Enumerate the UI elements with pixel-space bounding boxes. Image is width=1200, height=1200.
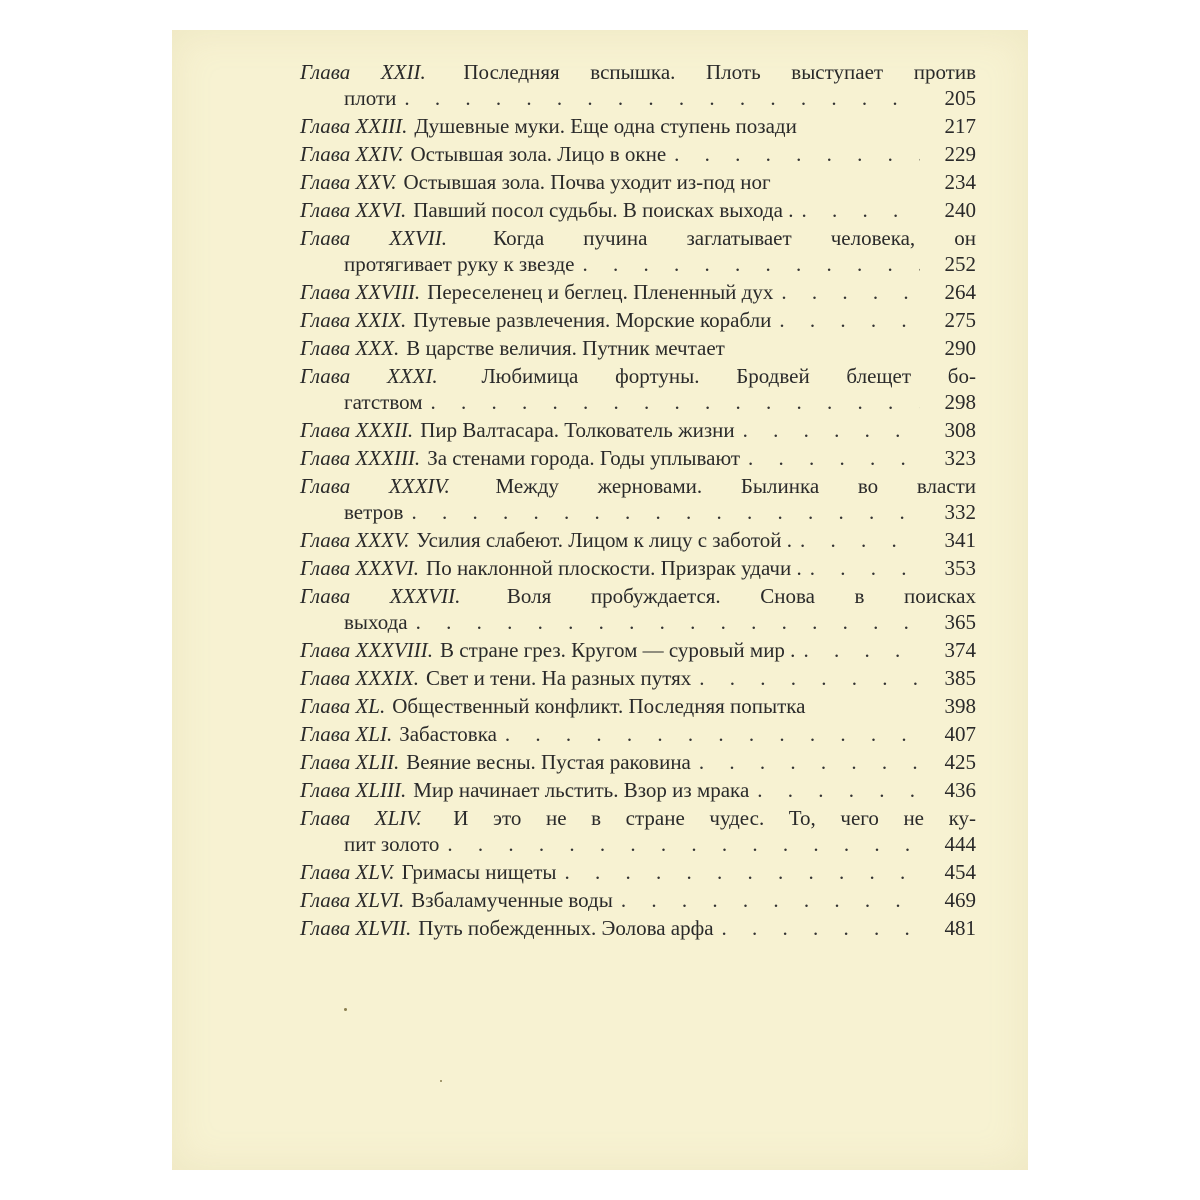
chapter-title-continued: пит золото bbox=[344, 832, 440, 856]
chapter-title: Путь побежденных. Эолова арфа bbox=[418, 916, 714, 940]
toc-entry-line bbox=[300, 776, 976, 804]
dot-leader bbox=[748, 444, 920, 472]
chapter-label: Глава XXVI. bbox=[300, 198, 407, 222]
page-number: 425 bbox=[944, 750, 976, 774]
toc-entry bbox=[300, 748, 976, 776]
chapter-title: Взбаламученные воды bbox=[411, 888, 613, 912]
dot-leader bbox=[779, 306, 920, 334]
chapter-title: Остывшая зола. Почва уходит из-под ног bbox=[403, 170, 771, 194]
page-number: 454 bbox=[944, 860, 976, 884]
toc-entry bbox=[300, 526, 976, 554]
chapter-label: Глава XXVII. bbox=[300, 226, 448, 250]
toc-entry-line bbox=[300, 886, 976, 914]
chapter-label: Глава XXXV. bbox=[300, 528, 410, 552]
page-number: 252 bbox=[944, 252, 976, 276]
chapter-label: Глава XXII. bbox=[300, 60, 426, 84]
toc-entry bbox=[300, 168, 976, 196]
chapter-label: Глава XXXVI. bbox=[300, 556, 420, 580]
page-number: 298 bbox=[944, 390, 976, 414]
chapter-title: Остывшая зола. Лицо в окне bbox=[410, 142, 667, 166]
chapter-title: Павший посол судьбы. В поисках выхода . bbox=[413, 198, 794, 222]
toc-entry-first-line bbox=[300, 804, 976, 830]
toc-entry-line bbox=[300, 720, 976, 748]
chapter-label: Глава XL. bbox=[300, 694, 386, 718]
dot-leader bbox=[803, 636, 920, 664]
chapter-title-continued: выхода bbox=[344, 610, 408, 634]
page-number: 341 bbox=[944, 528, 976, 552]
chapter-title: За стенами города. Годы уплывают bbox=[427, 446, 741, 470]
chapter-title: Свет и тени. На разных путях bbox=[426, 666, 692, 690]
page-number: 469 bbox=[944, 888, 976, 912]
dot-leader bbox=[505, 720, 920, 748]
page-number: 264 bbox=[944, 280, 976, 304]
book-page bbox=[172, 30, 1028, 1170]
chapter-title: Душевные муки. Еще одна ступень позади bbox=[414, 114, 797, 138]
chapter-title: Усилия слабеют. Лицом к лицу с заботой . bbox=[416, 528, 792, 552]
chapter-label: Глава XLVII. bbox=[300, 916, 412, 940]
chapter-title: Мир начинает льстить. Взор из мрака bbox=[413, 778, 750, 802]
chapter-title-continued: плоти bbox=[344, 86, 397, 110]
toc-entry-line bbox=[300, 334, 976, 362]
dot-leader bbox=[404, 84, 920, 112]
dot-leader bbox=[743, 416, 920, 444]
toc-entry bbox=[300, 362, 976, 416]
dot-leader bbox=[565, 858, 920, 886]
page-number: 481 bbox=[944, 916, 976, 940]
chapter-title: Когда пучина заглатывает человека, он bbox=[493, 226, 977, 250]
toc-entry-line bbox=[300, 526, 976, 554]
toc-entry bbox=[300, 444, 976, 472]
toc-entry bbox=[300, 306, 976, 334]
dot-leader bbox=[722, 914, 920, 942]
chapter-title: В царстве величия. Путник мечтает bbox=[406, 336, 725, 360]
toc-entry bbox=[300, 692, 976, 720]
toc-entry bbox=[300, 140, 976, 168]
chapter-title: Пир Валтасара. Толкователь жизни bbox=[420, 418, 735, 442]
toc-entry bbox=[300, 334, 976, 362]
toc-entry-line bbox=[300, 692, 976, 720]
toc-entry-second-line bbox=[300, 250, 976, 278]
dot-leader bbox=[699, 664, 920, 692]
page-number: 308 bbox=[944, 418, 976, 442]
dot-leader bbox=[411, 498, 920, 526]
page-number: 436 bbox=[944, 778, 976, 802]
toc-entry bbox=[300, 224, 976, 278]
toc-entry-line bbox=[300, 168, 976, 196]
chapter-title: Веяние весны. Пустая раковина bbox=[406, 750, 691, 774]
page-number: 229 bbox=[944, 142, 976, 166]
chapter-title: Последняя вспышка. Плоть выступает против bbox=[463, 60, 977, 84]
toc-entry bbox=[300, 554, 976, 582]
toc-entry bbox=[300, 636, 976, 664]
chapter-title: Переселенец и беглец. Плененный дух bbox=[427, 280, 774, 304]
toc-entry-second-line bbox=[300, 608, 976, 636]
toc-entry-line bbox=[300, 278, 976, 306]
toc-entry-line bbox=[300, 444, 976, 472]
page-number: 205 bbox=[944, 86, 976, 110]
page-number: 290 bbox=[944, 336, 976, 360]
toc-entry-first-line bbox=[300, 362, 976, 388]
page-number: 385 bbox=[944, 666, 976, 690]
dot-leader bbox=[583, 250, 921, 278]
chapter-label: Глава XXXVII. bbox=[300, 584, 461, 608]
toc-entry-first-line bbox=[300, 58, 976, 84]
toc-entry bbox=[300, 58, 976, 112]
page-number: 234 bbox=[944, 170, 976, 194]
toc-entry bbox=[300, 720, 976, 748]
page-number: 398 bbox=[944, 694, 976, 718]
chapter-label: Глава XXXIII. bbox=[300, 446, 421, 470]
toc-entry-first-line bbox=[300, 582, 976, 608]
toc-entry-first-line bbox=[300, 472, 976, 498]
chapter-title: Гримасы нищеты bbox=[401, 860, 557, 884]
toc-entry-second-line bbox=[300, 498, 976, 526]
toc-entry bbox=[300, 472, 976, 526]
chapter-label: Глава XXXIX. bbox=[300, 666, 420, 690]
dot-leader bbox=[430, 388, 920, 416]
toc-entry bbox=[300, 858, 976, 886]
table-of-contents bbox=[300, 58, 976, 942]
toc-entry-line bbox=[300, 748, 976, 776]
page-number: 353 bbox=[944, 556, 976, 580]
toc-entry bbox=[300, 886, 976, 914]
dot-leader bbox=[801, 196, 920, 224]
chapter-title-continued: протягивает руку к звезде bbox=[344, 252, 575, 276]
toc-entry bbox=[300, 112, 976, 140]
dot-leader bbox=[447, 830, 920, 858]
toc-entry bbox=[300, 914, 976, 942]
page-number: 240 bbox=[944, 198, 976, 222]
toc-entry-second-line bbox=[300, 84, 976, 112]
page-number: 407 bbox=[944, 722, 976, 746]
chapter-title: Забастовка bbox=[399, 722, 497, 746]
toc-entry-second-line bbox=[300, 388, 976, 416]
chapter-title: Между жерновами. Былинка во власти bbox=[495, 474, 976, 498]
chapter-label: Глава XLVI. bbox=[300, 888, 405, 912]
toc-entry-line bbox=[300, 416, 976, 444]
page-number: 365 bbox=[944, 610, 976, 634]
dot-leader bbox=[757, 776, 920, 804]
chapter-label: Глава XXXIV. bbox=[300, 474, 450, 498]
chapter-label: Глава XXVIII. bbox=[300, 280, 421, 304]
chapter-label: Глава XXIX. bbox=[300, 308, 407, 332]
toc-entry-line bbox=[300, 306, 976, 334]
page-number: 323 bbox=[944, 446, 976, 470]
chapter-label: Глава XXXVIII. bbox=[300, 638, 434, 662]
chapter-label: Глава XXV. bbox=[300, 170, 397, 194]
page-number: 332 bbox=[944, 500, 976, 524]
page-number: 217 bbox=[944, 114, 976, 138]
page-number: 444 bbox=[944, 832, 976, 856]
chapter-title-continued: ветров bbox=[344, 500, 404, 524]
chapter-label: Глава XXXI. bbox=[300, 364, 438, 388]
chapter-title: Путевые развлечения. Морские корабли bbox=[413, 308, 772, 332]
toc-entry-line bbox=[300, 554, 976, 582]
chapter-title: Любимица фортуны. Бродвей блещет бо- bbox=[481, 364, 976, 388]
chapter-label: Глава XLV. bbox=[300, 860, 395, 884]
toc-entry-line bbox=[300, 112, 976, 140]
chapter-title: Воля пробуждается. Снова в поисках bbox=[506, 584, 977, 608]
dot-leader bbox=[781, 278, 920, 306]
toc-entry-line bbox=[300, 636, 976, 664]
toc-entry-line bbox=[300, 914, 976, 942]
page-number: 374 bbox=[944, 638, 976, 662]
paper-speck bbox=[440, 1080, 442, 1082]
chapter-label: Глава XLIII. bbox=[300, 778, 407, 802]
page-number: 275 bbox=[944, 308, 976, 332]
paper-speck bbox=[344, 1008, 347, 1011]
toc-entry bbox=[300, 416, 976, 444]
chapter-label: Глава XXXII. bbox=[300, 418, 414, 442]
chapter-title: Общественный конфликт. Последняя попытка bbox=[392, 694, 806, 718]
toc-entry-line bbox=[300, 858, 976, 886]
toc-entry-line bbox=[300, 140, 976, 168]
toc-entry bbox=[300, 664, 976, 692]
chapter-label: Глава XLI. bbox=[300, 722, 393, 746]
dot-leader bbox=[699, 748, 920, 776]
dot-leader bbox=[621, 886, 920, 914]
dot-leader bbox=[810, 554, 920, 582]
toc-entry bbox=[300, 804, 976, 858]
chapter-title: И это не в стране чудес. То, чего не ку- bbox=[453, 806, 976, 830]
dot-leader bbox=[416, 608, 920, 636]
toc-entry bbox=[300, 776, 976, 804]
toc-entry-second-line bbox=[300, 830, 976, 858]
chapter-label: Глава XXIII. bbox=[300, 114, 408, 138]
chapter-title: По наклонной плоскости. Призрак удачи . bbox=[426, 556, 802, 580]
toc-entry bbox=[300, 582, 976, 636]
chapter-label: Глава XXX. bbox=[300, 336, 400, 360]
toc-entry-line bbox=[300, 664, 976, 692]
toc-entry-first-line bbox=[300, 224, 976, 250]
chapter-label: Глава XXIV. bbox=[300, 142, 404, 166]
dot-leader bbox=[674, 140, 920, 168]
chapter-title: В стране грез. Кругом — суровый мир . bbox=[440, 638, 796, 662]
chapter-label: Глава XLIV. bbox=[300, 806, 422, 830]
chapter-title-continued: гатством bbox=[344, 390, 423, 414]
toc-entry bbox=[300, 196, 976, 224]
toc-entry bbox=[300, 278, 976, 306]
chapter-label: Глава XLII. bbox=[300, 750, 400, 774]
toc-entry-line bbox=[300, 196, 976, 224]
dot-leader bbox=[800, 526, 920, 554]
